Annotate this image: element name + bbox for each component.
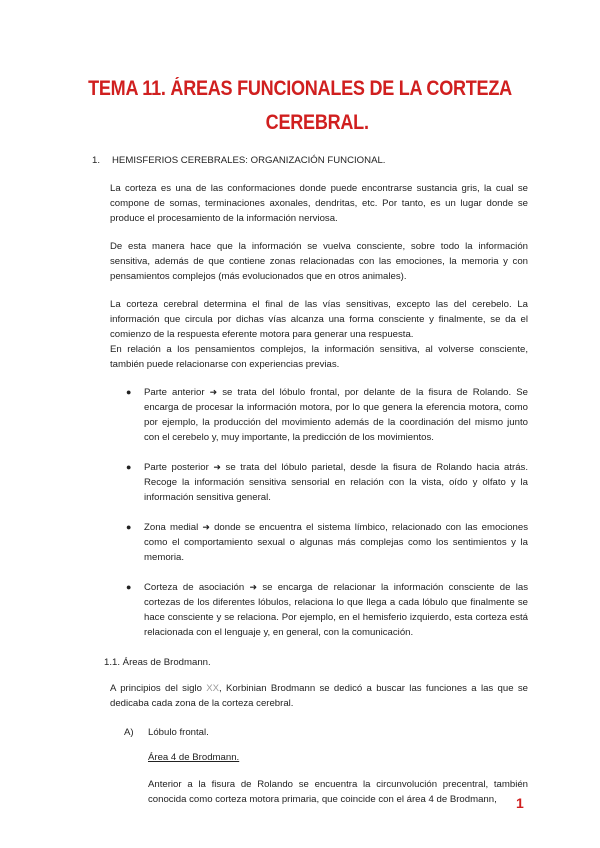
bullet-term: Parte posterior xyxy=(144,462,209,473)
bullet-term: Parte anterior xyxy=(144,387,205,398)
bullet-list xyxy=(92,385,528,640)
page-number: 1 xyxy=(516,795,524,811)
paragraph-area4: Anterior a la fisura de Rolando se encuentra la circunvolución precentral, también conocida como corteza motora primaria, que coincide con el área 4 de Brodmann, xyxy=(148,779,528,805)
bullet-text: donde se encuentra el sistema límbico, relacionado con las emociones como el comportamiento sexual o algunas más complejas como los sentimientos y la memoria. xyxy=(144,522,529,563)
item-letter: A) xyxy=(124,727,134,738)
paragraph-corteza: La corteza es una de las conformaciones donde puede encontrarse sustancia gris, la cual se compone de somas, terminaciones axonales, dendritas, etc. Por tanto, es un lugar donde se produce el procesamiento de la información nerviosa. xyxy=(110,183,528,224)
section-title: HEMISFERIOS CEREBRALES: ORGANIZACIÓN FUNCIONAL. xyxy=(112,155,386,166)
bullet-icon: ● xyxy=(126,462,132,472)
subsection-heading: 1.1. Áreas de Brodmann. xyxy=(104,657,211,668)
arrow-right-icon: ➜ xyxy=(209,387,218,397)
area4-heading: Área 4 de Brodmann. xyxy=(148,752,240,763)
list-item xyxy=(126,385,528,445)
arrow-right-icon: ➜ xyxy=(213,462,221,472)
arrow-right-icon: ➜ xyxy=(202,522,210,532)
title-line-1: TEMA 11. ÁREAS FUNCIONALES DE LA CORTEZA xyxy=(88,77,512,100)
paragraph-consciente: De esta manera hace que la información se vuelva consciente, sobre todo la información sensitiva, además de que contiene zonas relacionadas con las emociones, la memoria y con pensamientos complejos (más evolucionados que en otros animales). xyxy=(110,241,528,282)
brodmann-text-end: , Korbinian Brodmann se dedicó a buscar las funciones a las que se dedicaba cada zona de la corteza cerebral. xyxy=(110,683,528,709)
section-heading xyxy=(92,153,528,168)
bullet-text: se trata del lóbulo frontal, por delante de la fisura de Rolando. Se encarga de procesar la información motora, por lo que genera la eferencia motora, como por ejemplo, la producción del movimiento además de la coordinación del mismo junto con el cerebelo y, muy importante, la predicción de los movimientos. xyxy=(144,387,528,443)
century-text: XX xyxy=(206,683,220,694)
title-line-2: CEREBRAL. xyxy=(265,111,369,134)
bullet-term: Zona medial xyxy=(144,522,199,533)
paragraph-vias-sensitivas: La corteza cerebral determina el final de las vías sensitivas, excepto las del cerebelo. La información que circula por dichas vías alcanza una forma consciente y finalmente, se da el comienzo de la respuesta eferente motora para generar una respuesta. xyxy=(110,299,528,340)
bullet-icon: ● xyxy=(126,522,132,532)
item-title: Lóbulo frontal. xyxy=(148,727,209,738)
bullet-icon: ● xyxy=(126,387,132,397)
document-title xyxy=(42,72,558,140)
list-item xyxy=(126,460,529,505)
bullet-text: se encarga de relacionar la información consciente de las cortezas de los diferentes lóbulos, relaciona lo que llega a cada lóbulo que finalmente se hace consciente y se relaciona. Por ejemplo, en el hemisferio izquierdo, esta corteza está relacionada con el lenguaje y, en general, con la comunicación. xyxy=(144,582,529,638)
bullet-term: Corteza de asociación xyxy=(144,582,245,593)
paragraph-pensamientos: En relación a los pensamientos complejos, la información sensitiva, al volverse consciente, también puede relacionarse con experiencias previas. xyxy=(110,344,528,370)
section-number: 1. xyxy=(92,155,101,166)
lettered-item xyxy=(124,725,528,740)
arrow-right-icon: ➜ xyxy=(249,582,258,592)
list-item xyxy=(126,520,529,565)
brodmann-text-start: A principios del siglo xyxy=(110,683,207,694)
document-body xyxy=(92,153,528,807)
bullet-text: se trata del lóbulo parietal, desde la fisura de Rolando hacia atrás. Recoge la información sensitiva sensorial en relación con la vista, oído y olfato y la información sensitiva general. xyxy=(144,462,529,503)
list-item xyxy=(126,580,529,640)
bullet-icon: ● xyxy=(126,582,132,592)
paragraph-brodmann xyxy=(110,681,528,711)
